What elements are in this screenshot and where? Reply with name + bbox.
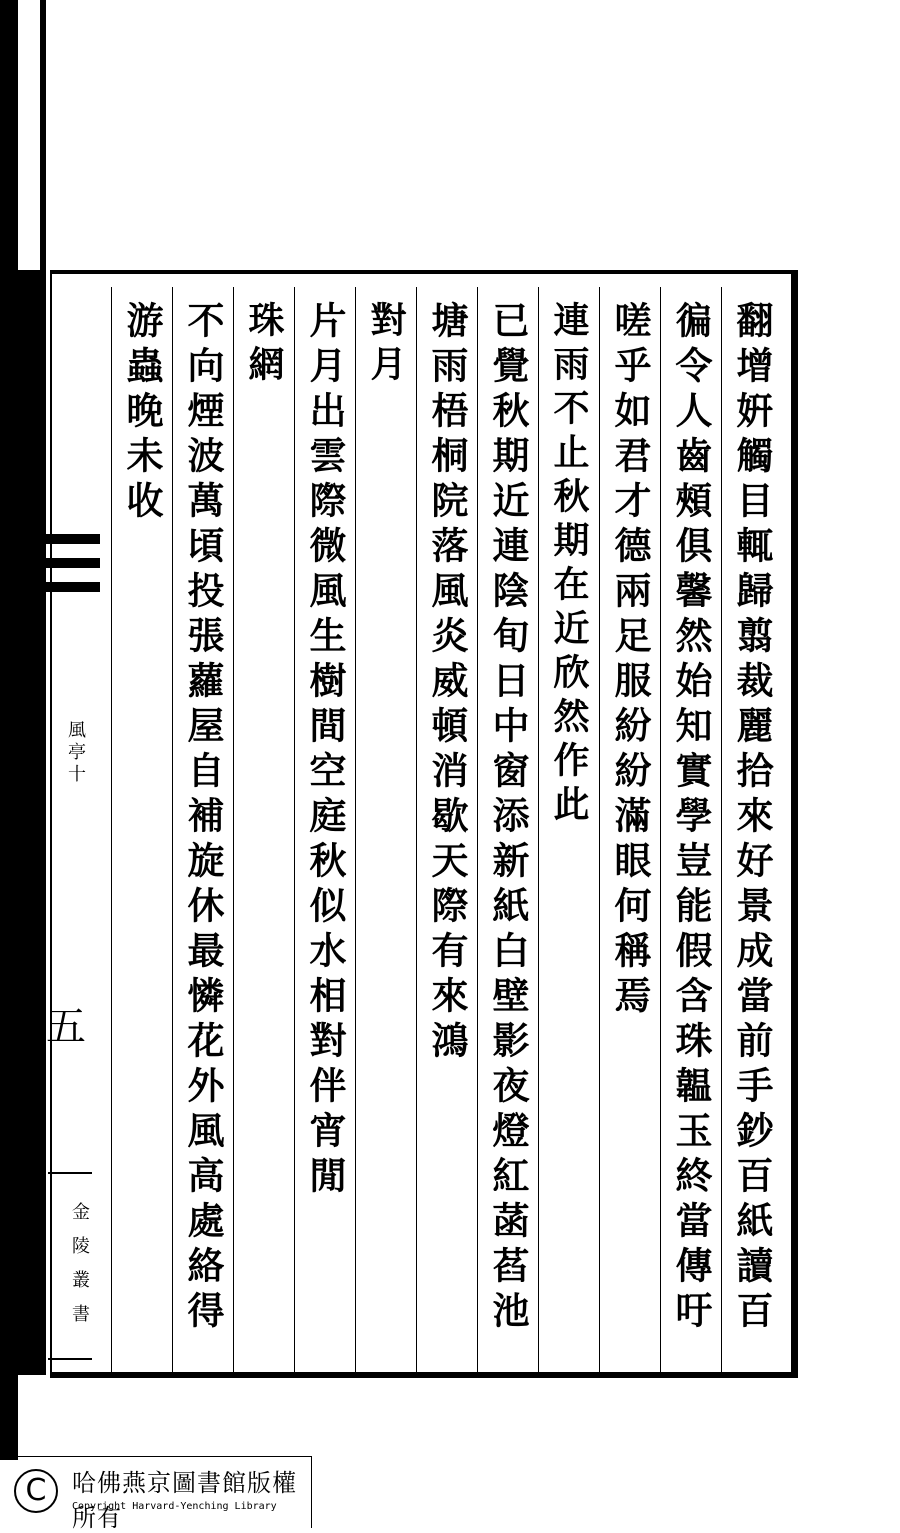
text-column: 嗟乎如君才德兩足服紛紛滿眼何稱焉 [599,287,660,1372]
spine-title: 風亭十 [65,720,86,786]
poem-title: 連雨不止秋期在近欣然作此 [538,287,599,1372]
poem-title: 珠網 [233,287,294,1372]
poem-title: 對月 [355,287,416,1372]
copyright-stamp [0,1456,312,1532]
text-column: 翻增姸觸目輒歸翦裁麗拾來好景成當前手鈔百紙讀百 [721,287,782,1372]
text-column: 游蟲晚未收 [111,287,172,1372]
copyright-icon: C [14,1469,58,1513]
copyright-english: Copyright Harvard-Yenching Library [72,1501,277,1512]
binding-gap [18,0,40,270]
folio-number: 五 [46,1004,86,1050]
text-column: 不向煙波萬頃投張蘿屋自補旋休最憐花外風高處絡得 [172,287,233,1372]
text-column: 已覺秋期近連陰旬日中窗添新紙白壁影夜燈紅菡萏池 [477,287,538,1372]
text-column: 塘雨梧桐院落風炎威頓消歇天際有來鴻 [416,287,477,1372]
copyright-chinese: 哈佛燕京圖書館版權所有 [72,1469,297,1532]
text-column: 片月出雲際微風生樹間空庭秋似水相對伴宵閒 [294,287,355,1372]
text-columns [110,287,782,1372]
text-column: 徧令人齒頰俱馨然始知實學豈能假含珠韞玉終當傳吁 [660,287,721,1372]
fish-tail-mark [46,520,100,730]
publisher-label: 金陵叢書 [48,1172,92,1360]
